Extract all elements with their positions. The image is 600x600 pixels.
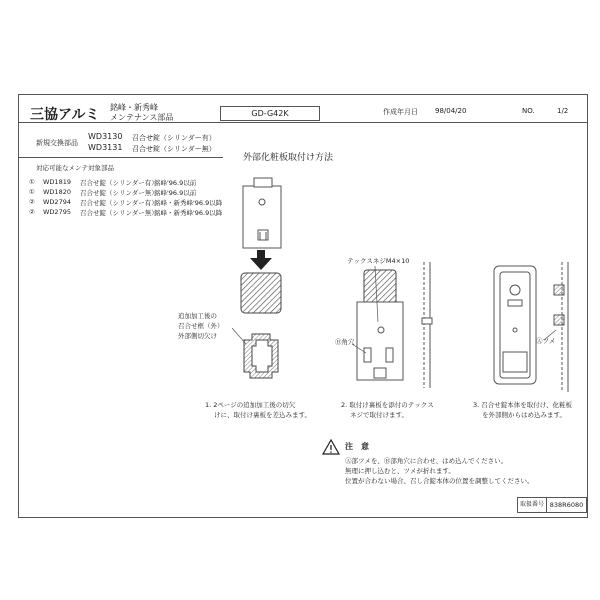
replacement-code-2: WD3131 <box>88 143 123 152</box>
compatible-note-4: 銘峰・新秀峰'96.9以降 <box>154 209 223 217</box>
created-label: 作成年月日 <box>383 108 418 116</box>
callout-line <box>232 328 246 344</box>
compatible-num-1: ① <box>29 178 35 186</box>
compatible-code-3: WD2794 <box>43 198 71 206</box>
caution-line2: 無理に押し込むと、ツメが折れます。 <box>345 467 455 475</box>
replacement-desc-2: 召合せ錠（シリンダー無） <box>132 145 216 153</box>
warning-triangle-icon <box>323 440 339 454</box>
document-id-box <box>517 497 587 513</box>
compatible-num-3: ② <box>29 198 35 206</box>
caution-title: 注 意 <box>345 442 369 451</box>
compatible-note-3: 銘峰・新秀峰'96.9以降 <box>154 199 223 207</box>
compatible-code-1: WD1819 <box>43 178 71 186</box>
down-arrow-icon <box>250 250 272 270</box>
compatible-title: 対応可能なメンテ対象部品 <box>36 164 114 172</box>
step1-line2: けに、取付け裏板を差込みます。 <box>214 411 311 419</box>
cut-note-line1: 追加加工後の <box>178 312 217 320</box>
replacement-label: 新規交換部品 <box>36 139 78 147</box>
page-number: 1/2 <box>557 107 569 115</box>
replacement-code-1: WD3130 <box>88 132 123 141</box>
cut-note-line3: 外部側切欠け <box>178 332 217 340</box>
step2-line1: 2. 取付け裏板を添付のテックス <box>341 401 434 409</box>
compatible-note-1: 銘峰'96.9以前 <box>154 179 197 187</box>
step3-line2: を外部側からはめ込みます。 <box>482 411 566 419</box>
claw-label: Ⓐツメ <box>536 337 556 345</box>
caution-line3: 位置が合わない場合、召し合錠本体の位置を調整してください。 <box>345 477 534 485</box>
square-hole-label: Ⓑ角穴 <box>335 338 355 346</box>
product-line: 銘峰・新秀峰 <box>110 103 158 112</box>
compatible-code-2: WD1820 <box>43 188 71 196</box>
step1-line1: 1. 2ページの追加加工後の切欠 <box>205 401 296 409</box>
screw-label: テックスネジM4×10 <box>347 257 410 265</box>
compatible-code-4: WD2795 <box>43 208 71 216</box>
number-label: NO. <box>522 107 535 115</box>
step3-line1: 3. 召合せ錠本体を取付け、化粧板 <box>473 401 573 409</box>
document-type: メンテナンス部品 <box>110 113 174 122</box>
compatible-desc-2: 召合せ錠（シリンダー無） <box>80 189 158 197</box>
compatible-desc-3: 召合せ錠（シリンダー有） <box>80 199 158 207</box>
created-date: 98/04/20 <box>435 107 467 115</box>
caution-line1: Ⓐ部ツメを、Ⓑ部角穴に合わせ、はめ込んでください。 <box>345 457 508 465</box>
step3-assembly-drawing <box>494 262 568 392</box>
document-id-label: 取扱番号 <box>518 498 547 512</box>
cut-note-line2: 召合せ框（外） <box>178 322 224 330</box>
step2-line2: ネジで取付けます。 <box>350 411 408 419</box>
company-logo: 三協アルミ <box>30 107 100 123</box>
document-id-value: 838R6080 <box>549 501 584 509</box>
frame-cutout-drawing <box>244 334 278 378</box>
step2-assembly-drawing <box>352 262 432 388</box>
compatible-num-2: ① <box>29 188 35 196</box>
compatible-note-2: 銘峰'96.9以前 <box>154 189 197 197</box>
back-plate-drawing <box>243 178 281 248</box>
replacement-desc-1: 召合せ錠（シリンダー有） <box>132 134 216 142</box>
compatible-desc-1: 召合せ錠（シリンダー有） <box>80 179 158 187</box>
hatched-block-drawing <box>241 273 281 313</box>
section-title: 外部化粧板取付け方法 <box>243 153 334 163</box>
compatible-desc-4: 召合せ錠（シリンダー無） <box>80 209 158 217</box>
drawing-code-box: GD-G42K <box>220 106 320 121</box>
compatible-num-4: ② <box>29 208 35 216</box>
